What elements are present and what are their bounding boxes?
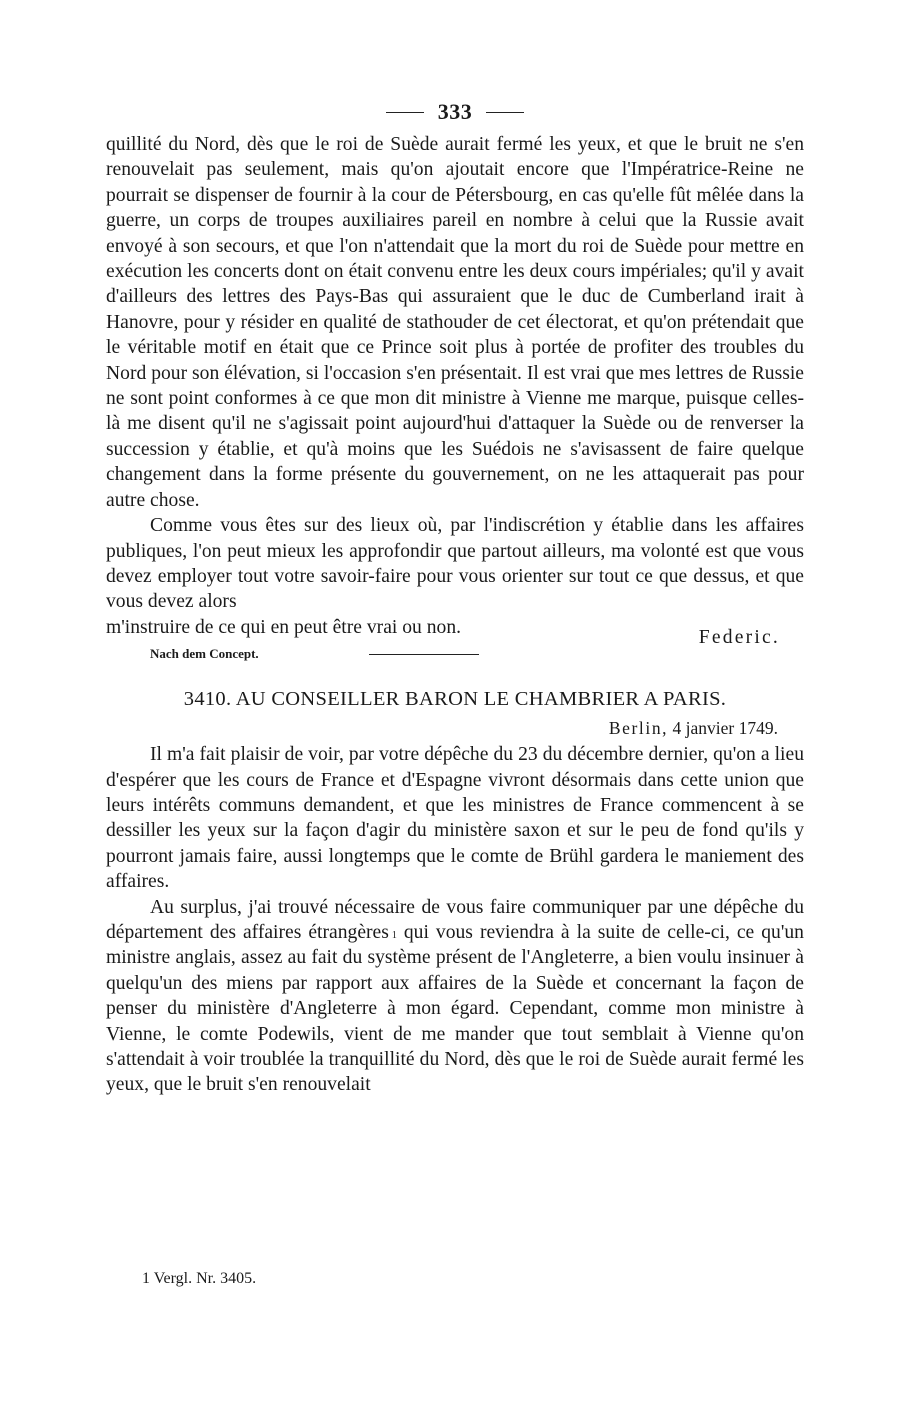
footnote-marker: 1	[142, 1270, 150, 1287]
paragraph-comme-vous	[106, 513, 804, 615]
paragraph-comme-vous-text: Comme vous êtes sur des lieux où, par l'indiscrétion y établie dans les affaires publiques, l'on peut mieux les approfondir que partout ailleurs, ma volonté est que vous devez employer tout votre savoir-faire pour vous orienter sur tout ce que dessus, et que vous devez alors	[106, 515, 804, 613]
letter-paragraph-2-start: Au surplus, j'ai trouvé nécessaire de vous faire communiquer par une dépêche du département des affaires étrangères	[106, 896, 804, 943]
closing-line	[106, 615, 804, 648]
closing-text: m'instruire de ce qui en peut être vrai ou non.	[106, 616, 462, 638]
footnote-reference[interactable]: 1	[391, 929, 397, 941]
dateline-place: Berlin,	[608, 718, 669, 739]
header-rule-left	[386, 112, 424, 113]
paragraph-continued: quillité du Nord, dès que le roi de Suède aurait fermé les yeux, et que le bruit ne s'en renouvelait pas seulement, mais qu'on ajoutait encore que l'Impératrice-Reine ne pourrait se dispenser de fournir à la cour de Pétersbourg, en cas qu'elle fût mêlée dans la guerre, un corps de troupes auxiliaires pareil en nombre à celui que la Russie avait envoyé à son secours, et que l'on n'attendait que la mort du roi de Suède pour mettre en exécution les concerts dont on était convenu entre les deux cours impériales; qu'il y avait d'ailleurs des lettres des Pays-Bas qui assuraient que le duc de Cumberland irait à Hanovre, pour y résider en qualité de stathouder de cet électorat, et qu'on prétendait que le véritable motif en était que ce Prince soit plus à portée de profiter des troubles du Nord pour son élévation, si l'occasion s'en présentait. Il est vrai que mes lettres de Russie ne sont point conformes à ce que mon dit ministre à Vienne me marque, puisque celles-là me disent qu'il ne s'agissait point aujourd'hui d'attaquer la Suède ou de renverser la succession y établie, et qu'à moins que les Suédois ne s'avisassent de faire quelque changement dans la forme présente du gouvernement, on ne les attaquerait pas pour autre chose.	[106, 134, 804, 511]
signature: Federic.	[698, 626, 780, 648]
letter-paragraph-2	[106, 895, 804, 1098]
letter-heading	[106, 684, 804, 714]
page-number: 333	[437, 99, 473, 124]
letter-paragraph-1: Il m'a fait plaisir de voir, par votre dépêche du 23 du décembre dernier, qu'on a lieu d'espérer que les cours de France et d'Espagne vivront désormais dans cette union que leurs intérêts communs demandent, et que les ministres de France commencent à se dessiller les yeux sur la façon d'agir du ministère saxon et sur le peu de fond qu'ils y pourront jamais faire, aussi longtemps que le comte de Brühl gardera le maniement des affaires.	[106, 744, 804, 893]
footnote	[142, 1268, 256, 1290]
header-rule-right	[486, 112, 524, 113]
letter-number: 3410.	[183, 688, 232, 711]
letter-paragraph-2-rest: qui vous reviendra à la suite de celle-ci, ce qu'un ministre anglais, assez au fait du système présent de l'Angleterre, a bien voulu insinuer à quelqu'un des miens par rapport aux affaires de la Suède et concernant la façon de penser du ministère d'Angleterre à mon égard. Cependant, comme mon ministre à Vienne, le comte Podewils, vient de me mander que tout semblait à Vienne qu'on s'attendait à voir troublée la tranquillité du Nord, dès que le roi de Suède aurait fermé les yeux, que le bruit s'en renouvelait	[106, 921, 804, 1096]
source-note: Nach dem Concept.	[150, 646, 259, 662]
page-content	[106, 92, 804, 1098]
footnote-text: Vergl. Nr. 3405.	[153, 1270, 257, 1287]
section-divider	[369, 654, 479, 655]
dateline	[106, 714, 778, 742]
letter-title: AU CONSEILLER BARON LE CHAMBRIER A PARIS.	[235, 688, 727, 711]
dateline-date: 4 janvier 1749.	[672, 718, 778, 739]
page-header	[106, 92, 804, 132]
